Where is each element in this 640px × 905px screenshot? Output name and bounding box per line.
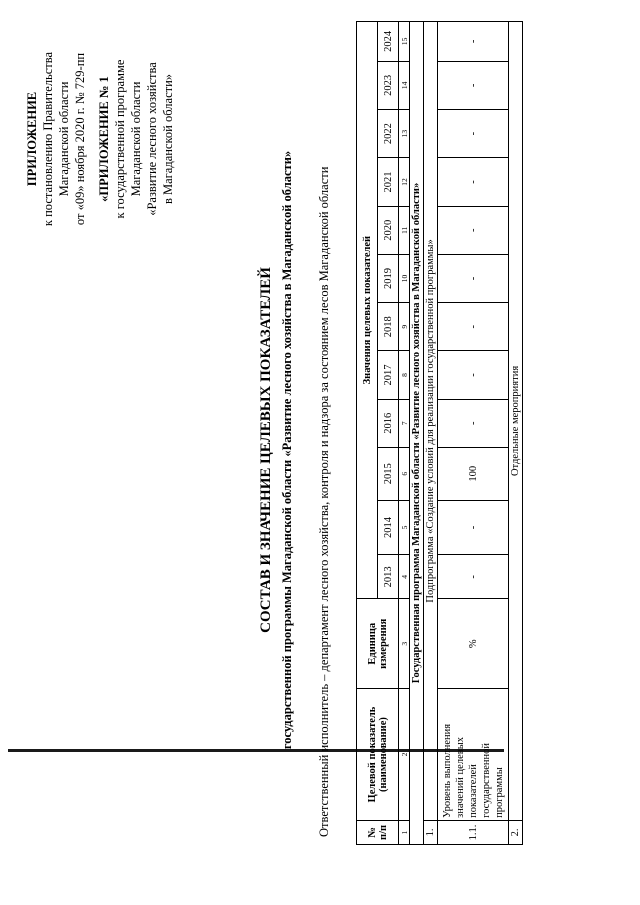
col-number: 15 <box>399 22 410 62</box>
value-cell: - <box>438 351 509 399</box>
value-cell: - <box>438 110 509 158</box>
year-cell: 2024 <box>378 22 399 62</box>
document-subtitle: государственной программы Магаданской области «Развитие лесного хозяйства в Магаданской области» <box>280 150 294 750</box>
col-number: 4 <box>399 555 410 599</box>
row-num: 1.1. <box>438 820 509 844</box>
indicator-unit: % <box>438 599 509 689</box>
appendix-line-4: к государственной программе <box>113 59 127 219</box>
table-row <box>438 22 509 845</box>
indicators-table <box>356 21 523 845</box>
col-number: 12 <box>399 158 410 206</box>
appendix-title: ПРИЛОЖЕНИЕ <box>25 91 39 187</box>
year-cell: 2019 <box>378 254 399 302</box>
header-num: № п/п <box>357 820 399 844</box>
appendix-line-5: Магаданской области <box>129 81 143 197</box>
value-cell: - <box>438 555 509 599</box>
column-number-row <box>399 22 410 845</box>
year-cell: 2016 <box>378 399 399 447</box>
appendix-line-2: Магаданской области <box>57 81 71 197</box>
value-cell: - <box>438 500 509 555</box>
value-cell: 100 <box>438 447 509 500</box>
responsible-executor: Ответственный исполнитель – департамент лесного хозяйства, контроля и надзора за состоянием лесов Магаданской области <box>317 166 331 837</box>
year-cell: 2018 <box>378 303 399 351</box>
value-cell: - <box>438 158 509 206</box>
subprogram-row <box>424 22 438 845</box>
section-num: 1. <box>424 820 438 844</box>
col-number: 1 <box>399 820 410 844</box>
col-number: 13 <box>399 110 410 158</box>
col-number: 8 <box>399 351 410 399</box>
header-values: Значения целевых показателей <box>357 22 378 599</box>
appendix-line-6: «Развитие лесного хозяйства <box>145 62 159 216</box>
col-number: 9 <box>399 303 410 351</box>
value-cell: - <box>438 206 509 254</box>
appendix-line-1: к постановлению Правительства <box>41 51 55 227</box>
col-number: 6 <box>399 447 410 500</box>
col-number: 7 <box>399 399 410 447</box>
section-2-title: Отдельные мероприятия <box>509 22 523 821</box>
header-indicator: Целевой показатель (наименование) <box>357 689 399 821</box>
value-cell: - <box>438 61 509 109</box>
indicator-name: Уровень выполнения значений целевых показателей государственной программы <box>438 689 509 821</box>
year-cell: 2015 <box>378 447 399 500</box>
col-number: 5 <box>399 500 410 555</box>
year-cell: 2017 <box>378 351 399 399</box>
section-2-row <box>509 22 523 845</box>
appendix-date: от «09» ноября 2020 г. № 729-пп <box>73 52 87 226</box>
header-unit: Единица измерения <box>357 599 399 689</box>
appendix-line-7: в Магаданской области» <box>161 73 175 205</box>
rotated-page <box>16 15 626 885</box>
year-cell: 2013 <box>378 555 399 599</box>
document-title: СОСТАВ И ЗНАЧЕНИЕ ЦЕЛЕВЫХ ПОКАЗАТЕЛЕЙ <box>258 267 274 633</box>
col-number: 10 <box>399 254 410 302</box>
appendix-title-2: «ПРИЛОЖЕНИЕ № 1 <box>97 76 111 202</box>
col-number: 11 <box>399 206 410 254</box>
value-cell: - <box>438 254 509 302</box>
value-cell: - <box>438 22 509 62</box>
col-number: 14 <box>399 61 410 109</box>
program-row <box>410 22 424 845</box>
section-num: 2. <box>509 820 523 844</box>
subprogram-title: Подпрограмма «Создание условий для реализации государственной программы» <box>424 22 438 821</box>
year-cell: 2020 <box>378 206 399 254</box>
year-cell: 2023 <box>378 61 399 109</box>
year-cell: 2021 <box>378 158 399 206</box>
program-title: Государственная программа Магаданской области «Развитие лесного хозяйства в Магаданской области» <box>410 22 424 845</box>
col-number: 3 <box>399 599 410 689</box>
appendix-block <box>24 25 176 253</box>
year-cell: 2014 <box>378 500 399 555</box>
year-cell: 2022 <box>378 110 399 158</box>
value-cell: - <box>438 399 509 447</box>
value-cell: - <box>438 303 509 351</box>
col-number: 2 <box>399 689 410 821</box>
